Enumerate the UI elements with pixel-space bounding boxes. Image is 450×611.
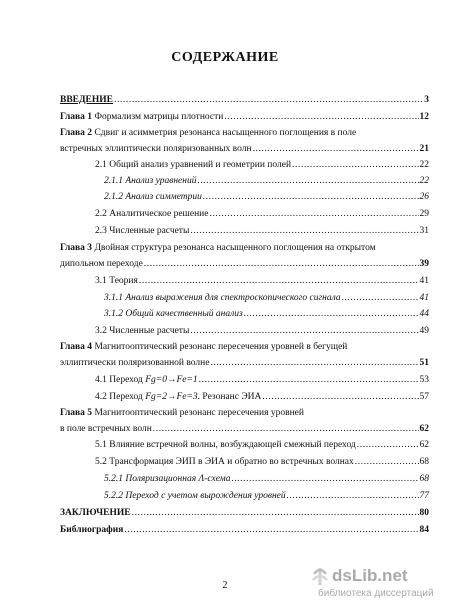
toc-page-number: 57: [419, 392, 429, 402]
leader-dots: [199, 373, 419, 387]
page-number: 2: [222, 580, 228, 591]
leader-dots: [287, 489, 419, 503]
page-title: СОДЕРЖАНИЕ: [171, 50, 279, 65]
toc-page-number: 41: [419, 276, 429, 286]
toc-page-number: 12: [419, 112, 429, 122]
toc-page-number: 22: [419, 176, 429, 186]
chapter-label: Глава 2: [60, 128, 93, 138]
toc-entry-chapter-5-line-1[interactable]: [60, 406, 429, 420]
toc-entry-text: Библиография: [60, 525, 124, 535]
toc-entry-text: встречных эллиптически поляризованных волн: [60, 144, 252, 154]
toc-entry-chapter-1[interactable]: [60, 110, 429, 124]
toc-entry-text: Двойная структура резонанса насыщенного поглощения на открытом: [92, 243, 376, 253]
toc-entry-text: дипольном переходе: [60, 259, 143, 269]
leader-dots: [210, 356, 418, 370]
toc-entry-text: 5.2 Трансформация ЭИП в ЭИА и обратно во встречных волнах: [95, 457, 354, 467]
leader-dots: [139, 274, 419, 288]
transition-formula: Fg=2→Fe=3: [145, 392, 198, 402]
leader-dots: [253, 142, 419, 156]
toc-entry-chapter-2-line-1[interactable]: [60, 126, 429, 140]
leader-dots: [190, 224, 418, 238]
toc-page-number: 44: [419, 309, 429, 319]
toc-page-number: 62: [419, 424, 429, 434]
toc-entry-5-2[interactable]: [95, 455, 429, 469]
toc-entry-text: 2.1 Общий анализ уравнений и геометрии полей: [95, 160, 292, 170]
toc-entry-text: 4.1 Переход: [95, 375, 146, 385]
toc-entry-text: 2.3 Численные расчеты: [95, 226, 190, 236]
toc-page-number: 39: [419, 259, 429, 269]
toc-entry-text: 2.1.1 Анализ уравнений: [104, 176, 197, 186]
leader-dots: [153, 422, 419, 436]
chapter-label: Глава 5: [60, 408, 93, 418]
toc-entry-2-3[interactable]: [95, 224, 429, 238]
toc-entry-5-2-2[interactable]: [104, 489, 429, 503]
toc-entry-conclusion[interactable]: [60, 506, 429, 520]
leader-dots: [355, 455, 419, 469]
toc-entry-text: в поле встречных волн: [60, 424, 152, 434]
toc-entry-chapter-3-line-1[interactable]: [60, 241, 429, 255]
toc-entry-text: 3.2 Численные расчеты: [95, 326, 190, 336]
toc-entry-chapter-4-line-2[interactable]: [60, 356, 429, 370]
toc-entry-text: эллиптически поляризованной волне: [60, 358, 210, 368]
toc-entry-text: Магнитооптический резонанс пересечения уровней: [92, 408, 304, 418]
toc-entry-text: 3.1 Теория: [95, 276, 138, 286]
toc-entry-chapter-2-line-2[interactable]: [60, 142, 429, 156]
leader-dots: [244, 307, 419, 321]
leader-dots: [144, 257, 419, 271]
toc-page-number: 21: [419, 144, 429, 154]
toc-page-number: 62: [419, 440, 429, 450]
toc-page-number: 51: [419, 358, 429, 368]
leader-dots: [342, 291, 419, 305]
chapter-label: Глава 3: [60, 243, 93, 253]
toc-page-number: 84: [419, 525, 429, 535]
toc-entry-text: 5.1 Влияние встречной волны, возбуждающей смежный переход: [95, 440, 356, 450]
toc-entry-text: ВВЕДЕНИЕ: [60, 95, 113, 105]
leader-dots: [224, 110, 418, 124]
toc-entry-chapter-3-line-2[interactable]: [60, 257, 429, 271]
toc-entry-2-1-2[interactable]: [104, 190, 429, 204]
toc-entry-2-1[interactable]: [95, 158, 429, 172]
dslib-logo-icon: [310, 566, 330, 588]
toc-entry-chapter-5-line-2[interactable]: [60, 422, 429, 436]
leader-dots: [262, 390, 418, 404]
leader-dots: [132, 506, 419, 520]
toc-page-number: 53: [419, 375, 429, 385]
toc-entry-text: 3.1.1 Анализ выражения для спектроскопического сигнала: [104, 293, 341, 303]
toc-page-number: 68: [419, 474, 429, 484]
leader-dots: [197, 174, 418, 188]
toc-page-number: 29: [419, 209, 429, 219]
chapter-label: Глава 1: [60, 112, 93, 122]
toc-entry-chapter-4-line-1[interactable]: [60, 340, 429, 354]
leader-dots: [114, 93, 423, 107]
watermark: [310, 566, 440, 606]
toc-page-number: 22: [419, 160, 429, 170]
toc-entry-text: 4.2 Переход: [95, 392, 146, 402]
toc-entry-3-1[interactable]: [95, 274, 429, 288]
toc-page-number: 26: [419, 192, 429, 202]
toc-entry-text: Формализм матрицы плотности: [92, 112, 224, 122]
toc-entry-3-1-1[interactable]: [104, 291, 429, 305]
toc-entry-text: 5.2.1 Поляризационная Λ-схема: [104, 474, 231, 484]
leader-dots: [190, 324, 418, 338]
toc-entry-3-2[interactable]: [95, 324, 429, 338]
toc-entry-2-2[interactable]: [95, 207, 429, 221]
toc-entry-text-suffix: . Резонанс ЭИА: [197, 392, 262, 402]
toc-entry-text: 3.1.2 Общий качественный анализ: [104, 309, 243, 319]
toc-entry-5-2-1[interactable]: [104, 472, 429, 486]
toc-entry-text: Сдвиг и асимметрия резонанса насыщенного поглощения в поле: [92, 128, 357, 138]
toc-page-number: 68: [419, 457, 429, 467]
toc-entry-2-1-1[interactable]: [104, 174, 429, 188]
toc-page-number: 80: [419, 508, 429, 518]
toc-entry-4-2[interactable]: [95, 390, 429, 404]
leader-dots: [203, 190, 419, 204]
toc-page-number: 3: [424, 95, 429, 105]
transition-formula: Fg=0→Fe=1: [145, 375, 198, 385]
toc-entry-3-1-2[interactable]: [104, 307, 429, 321]
leader-dots: [292, 158, 418, 172]
chapter-label: Глава 4: [60, 342, 93, 352]
toc-entry-text: 5.2.2 Переход с учетом вырождения уровней: [104, 491, 286, 501]
leader-dots: [231, 472, 418, 486]
toc-page-number: 77: [419, 491, 429, 501]
toc-page-number: 49: [419, 326, 429, 336]
toc-page-number: 41: [419, 293, 429, 303]
leader-dots: [357, 438, 419, 452]
toc-entry-text: ЗАКЛЮЧЕНИЕ: [60, 508, 131, 518]
toc-entry-4-1[interactable]: [95, 373, 429, 387]
toc-entry-5-1[interactable]: [95, 438, 429, 452]
watermark-logo-text: dsLib.net: [332, 566, 408, 585]
toc-entry-intro[interactable]: [60, 93, 429, 107]
toc-entry-text: Магнитооптический резонанс пересечения уровней в бегущей: [92, 342, 348, 352]
watermark-subtitle: библиотека диссертаций: [318, 588, 434, 599]
toc-page-number: 31: [419, 226, 429, 236]
toc-entry-text: 2.2 Аналитическое решение: [95, 209, 209, 219]
toc-entry-bibliography[interactable]: [60, 523, 429, 537]
leader-dots: [209, 207, 418, 221]
leader-dots: [124, 523, 418, 537]
toc-entry-text: 2.1.2 Анализ симметрии: [104, 192, 202, 202]
